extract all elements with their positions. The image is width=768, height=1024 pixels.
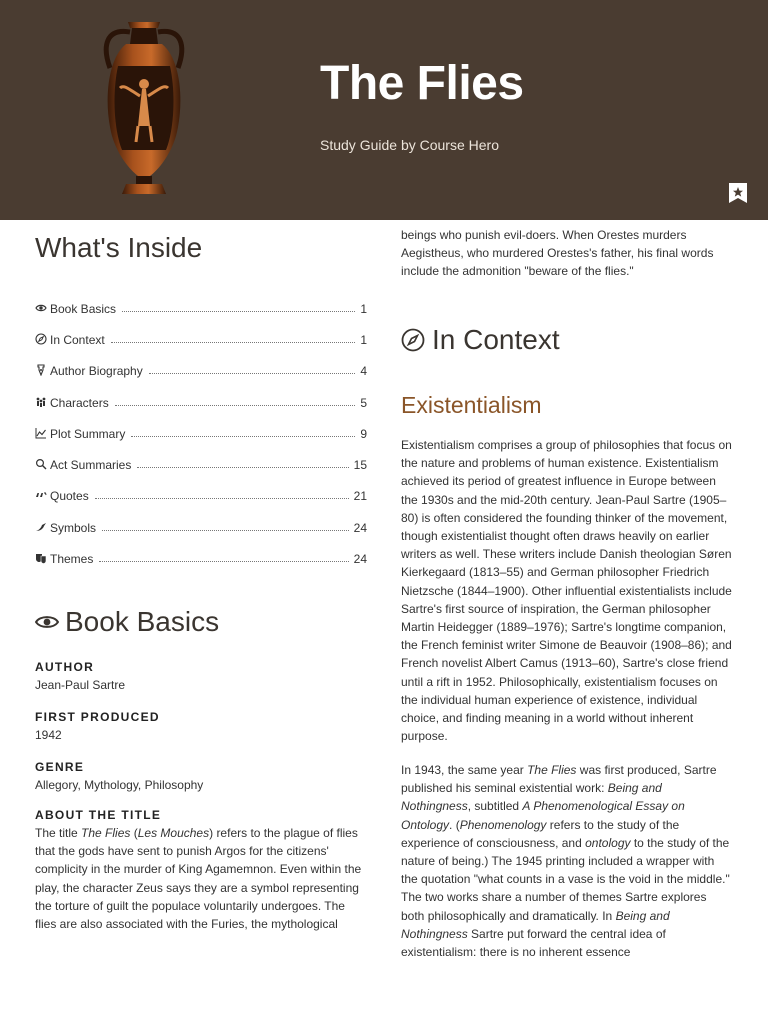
toc-label: Quotes (50, 489, 89, 503)
eye-icon (35, 302, 47, 314)
genre-label: GENRE (35, 760, 85, 774)
toc-dot-leader (99, 561, 348, 562)
quote-icon (35, 489, 47, 501)
about-title-text: The title The Flies (Les Mouches) refers to the plague of flies that the gods have sent to punish Argos for the citizens' complicity in the murder of King Agamemnon. Even within the play, the character Zeus says they are a symbol representing the torture of guilt the populace voluntarily undergoes. The flies are also associated with the Furies, the mythological (35, 826, 362, 932)
toc-item-act-summaries[interactable] (35, 452, 367, 472)
toc-dot-leader (115, 405, 356, 406)
toc-item-themes[interactable] (35, 546, 367, 566)
toc-page-number: 21 (353, 489, 367, 503)
toc-item-characters[interactable] (35, 390, 367, 410)
eye-icon (35, 614, 59, 630)
guide-subtitle: Study Guide by Course Hero (320, 137, 499, 153)
toc-dot-leader (149, 373, 356, 374)
toc-label: Plot Summary (50, 427, 126, 441)
toc-page-number: 5 (360, 396, 367, 410)
toc-page-number: 4 (360, 364, 367, 378)
compass-icon (401, 328, 425, 352)
toc-page-number: 24 (353, 552, 367, 566)
toc-dot-leader (102, 530, 349, 531)
toc-item-symbols[interactable] (35, 515, 367, 535)
toc-item-in-context[interactable] (35, 327, 367, 347)
existentialism-heading: Existentialism (401, 392, 542, 418)
toc-page-number: 1 (360, 333, 367, 347)
toc-label: Symbols (50, 521, 97, 535)
cover-header (0, 0, 768, 220)
toc-label: Act Summaries (50, 458, 132, 472)
toc-page-number: 15 (353, 458, 367, 472)
book-basics-heading (35, 606, 219, 638)
bird-icon (35, 521, 47, 533)
bookmark-star-icon[interactable] (728, 182, 748, 204)
magnifier-icon (35, 458, 47, 470)
toc-item-quotes[interactable] (35, 483, 367, 503)
toc-label: Characters (50, 396, 109, 410)
guide-title: The Flies (320, 57, 524, 110)
continued-paragraph: beings who punish evil-doers. When Orestes murders Aegistheus, who murdered Orestes's father, his final words include the admonition "beware of the flies." (401, 228, 714, 279)
toc-item-author-biography[interactable] (35, 358, 367, 378)
greek-vase-image (98, 14, 190, 204)
chart-icon (35, 427, 47, 439)
book-basics-title: Book Basics (65, 606, 220, 637)
toc-dot-leader (95, 498, 349, 499)
toc-item-plot-summary[interactable] (35, 421, 367, 441)
toc-dot-leader (111, 342, 356, 343)
compass-icon (35, 333, 47, 345)
author-label: AUTHOR (35, 660, 95, 674)
toc-page-number: 24 (353, 521, 367, 535)
in-context-title: In Context (432, 324, 560, 355)
existentialism-paragraph-1: Existentialism comprises a group of philosophies that focus on the nature and problems of human existence. Existentialism achieved its period of greatest influence in Europe between the 1930s and the mid-20th century. Jean-Paul Sartre (1905–80) is often considered the founding thinker of the movement, though existentialist thought often draws heavily on earlier writers as well. These writers include Danish theologian Søren Kierkegaard (1813–55) and German philosopher Friedrich Nietzsche (1844–1900). Other influential existentialists include Sartre's first source of inspiration, the German philosopher Martin Heidegger (1889–1976); Sartre's longtime companion, the French feminist writer Simone de Beauvoir (1908–86); and French novelist Albert Camus (1913–60), Sartre's close friend until a rift in 1952. Philosophically, existentialism focuses on the individual human experience of existence, individual choice, and finding meaning in a world without inherent purpose. (401, 438, 732, 744)
toc-label: In Context (50, 333, 105, 347)
toc-label: Book Basics (50, 302, 117, 316)
toc-label: Themes (50, 552, 94, 566)
author-value: Jean-Paul Sartre (35, 678, 126, 692)
pen-nib-icon (35, 364, 47, 376)
in-context-heading (401, 324, 560, 356)
toc-dot-leader (137, 467, 348, 468)
genre-value: Allegory, Mythology, Philosophy (35, 778, 204, 792)
toc-label: Author Biography (50, 364, 143, 378)
first-produced-value: 1942 (35, 728, 62, 742)
existentialism-paragraph-2: In 1943, the same year The Flies was first produced, Sartre published his seminal existential work: Being and Nothingness, subtitled A Phenomenological Essay on Ontology. (Phenomenology refers to the study of the experience of consciousness, and ontology to the study of the nature of being.) The 1945 printing included a wrapper with the quotation "what counts in a vase is the void in the middle." The two works share a number of themes Sartre explores both philosophically and dramatically. In Being and Nothingness Sartre put forward the central idea of existentialism: there is no inherent essence (401, 763, 730, 960)
toc-dot-leader (122, 311, 355, 312)
characters-icon (35, 396, 47, 408)
toc-item-book-basics[interactable] (35, 296, 367, 316)
about-title-label: ABOUT THE TITLE (35, 808, 162, 822)
whats-inside-heading: What's Inside (35, 232, 203, 263)
first-produced-label: FIRST PRODUCED (35, 710, 160, 724)
masks-icon (35, 552, 47, 564)
toc-page-number: 1 (360, 302, 367, 316)
toc-dot-leader (131, 436, 355, 437)
toc-page-number: 9 (360, 427, 367, 441)
